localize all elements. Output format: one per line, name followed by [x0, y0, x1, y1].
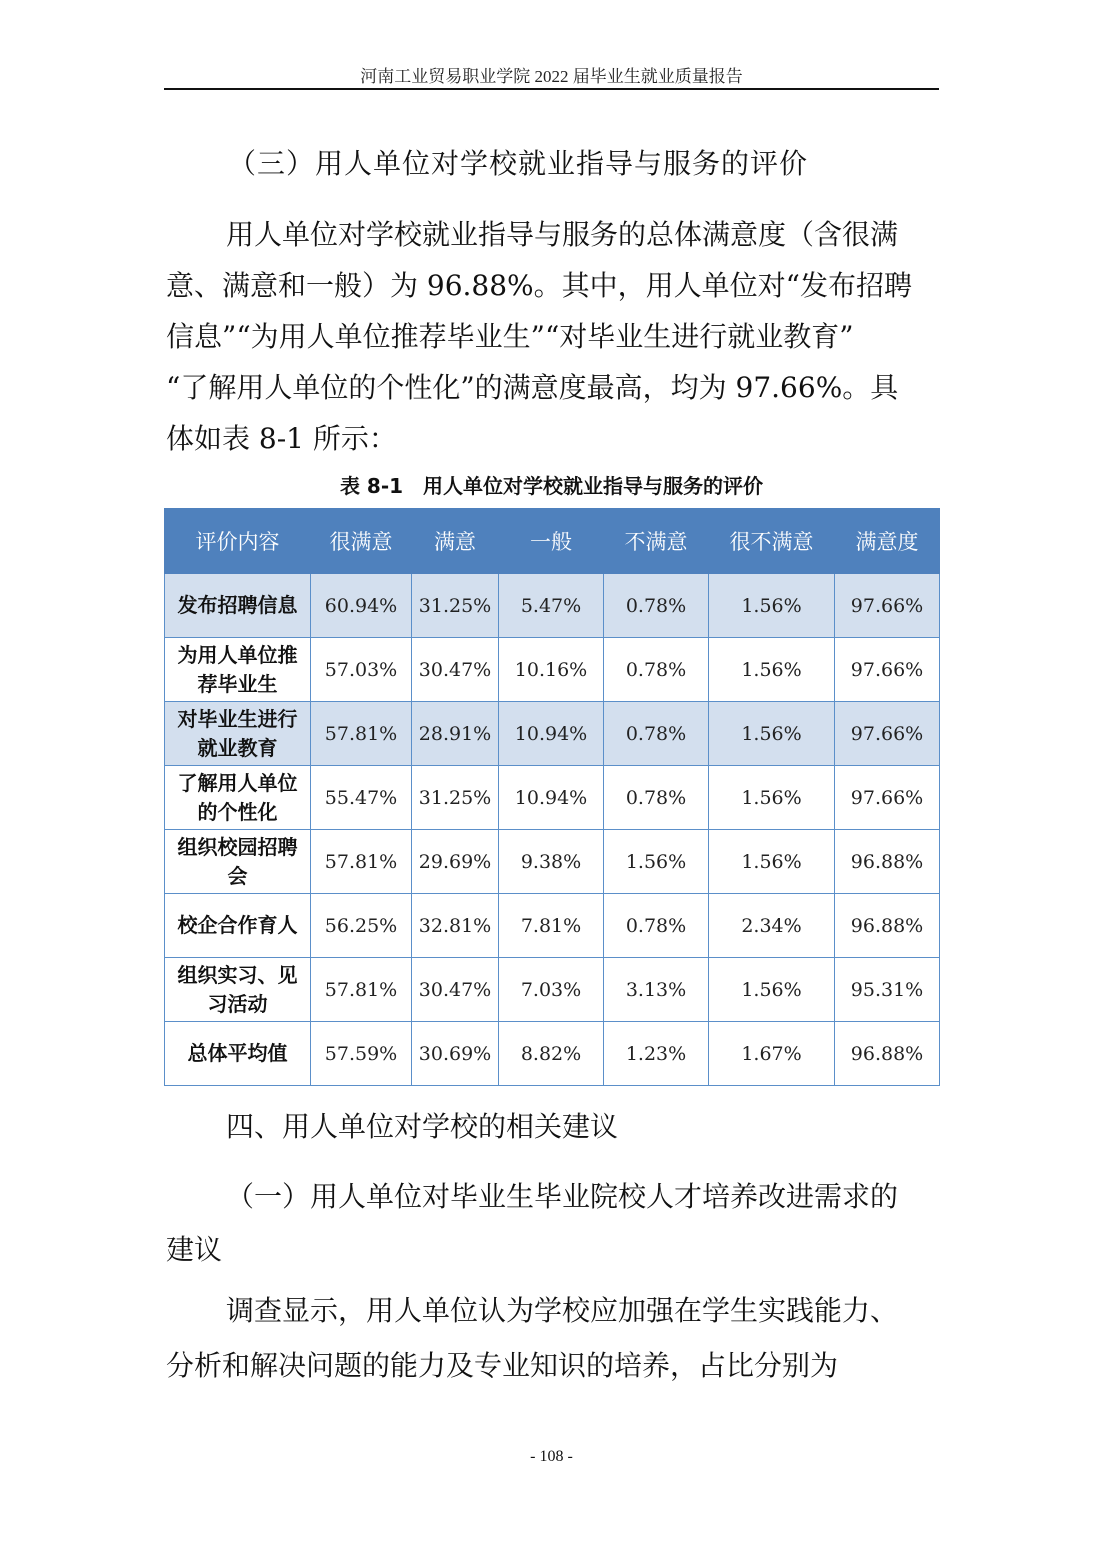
table-cell: 30.47%: [412, 958, 499, 1022]
paragraph-survey: [166, 1285, 938, 1395]
table-cell: 10.16%: [499, 638, 604, 702]
paragraph-line: “了解用人单位的个性化”的满意度最高，均为 97.66%。具: [166, 371, 899, 404]
table-cell: 30.69%: [412, 1022, 499, 1086]
table-header-row: [165, 509, 940, 574]
table-cell: 97.66%: [835, 638, 940, 702]
table-cell: 30.47%: [412, 638, 499, 702]
paragraph-line: 体如表 8-1 所示：: [166, 422, 397, 455]
table-cell: 95.31%: [835, 958, 940, 1022]
table-cell: 3.13%: [604, 958, 709, 1022]
table-cell: 0.78%: [604, 766, 709, 830]
table-cell: 57.81%: [311, 830, 412, 894]
table-cell: 9.38%: [499, 830, 604, 894]
column-header: 不满意: [604, 509, 709, 574]
table-cell: 28.91%: [412, 702, 499, 766]
column-header: 一般: [499, 509, 604, 574]
column-header: 满意度: [835, 509, 940, 574]
subsection-heading-1: [166, 1170, 938, 1276]
table-cell: 1.67%: [709, 1022, 835, 1086]
table-row: [165, 894, 940, 958]
column-header: 很满意: [311, 509, 412, 574]
table-cell: 1.23%: [604, 1022, 709, 1086]
table-cell: 96.88%: [835, 830, 940, 894]
table-cell: 2.34%: [709, 894, 835, 958]
paragraph-line: 分析和解决问题的能力及专业知识的培养，占比分别为: [166, 1349, 839, 1382]
table-cell: 55.47%: [311, 766, 412, 830]
section-heading-3: （三）用人单位对学校就业指导与服务的评价: [228, 147, 809, 180]
row-label: 校企合作育人: [165, 894, 311, 958]
table-cell: 1.56%: [709, 702, 835, 766]
table-row: [165, 574, 940, 638]
table-cell: 1.56%: [709, 574, 835, 638]
row-label: 对毕业生进行就业教育: [165, 702, 311, 766]
section-heading-4: 四、用人单位对学校的相关建议: [226, 1110, 619, 1143]
table-cell: 1.56%: [604, 830, 709, 894]
table-cell: 0.78%: [604, 702, 709, 766]
paragraph-line: 意、满意和一般）为 96.88%。其中，用人单位对“发布招聘: [166, 269, 912, 302]
evaluation-table: [164, 508, 940, 1086]
column-header: 满意: [412, 509, 499, 574]
table-cell: 0.78%: [604, 638, 709, 702]
table-cell: 10.94%: [499, 702, 604, 766]
row-label: 了解用人单位的个性化: [165, 766, 311, 830]
table-row: [165, 958, 940, 1022]
column-header: 很不满意: [709, 509, 835, 574]
table-cell: 1.56%: [709, 830, 835, 894]
header-divider: [164, 88, 939, 90]
table-row: [165, 638, 940, 702]
table-cell: 31.25%: [412, 766, 499, 830]
table-cell: 97.66%: [835, 766, 940, 830]
table-cell: 7.03%: [499, 958, 604, 1022]
column-header: 评价内容: [165, 509, 311, 574]
table-cell: 8.82%: [499, 1022, 604, 1086]
table-cell: 0.78%: [604, 574, 709, 638]
table-cell: 96.88%: [835, 1022, 940, 1086]
table-cell: 60.94%: [311, 574, 412, 638]
table-cell: 57.81%: [311, 958, 412, 1022]
table-cell: 29.69%: [412, 830, 499, 894]
table-cell: 97.66%: [835, 702, 940, 766]
table-row: [165, 702, 940, 766]
table-cell: 5.47%: [499, 574, 604, 638]
table-row: [165, 766, 940, 830]
paragraph-line: 调查显示，用人单位认为学校应加强在学生实践能力、: [226, 1294, 899, 1327]
table-cell: 57.03%: [311, 638, 412, 702]
table-cell: 97.66%: [835, 574, 940, 638]
row-label: 为用人单位推荐毕业生: [165, 638, 311, 702]
heading-line: （一）用人单位对毕业生毕业院校人才培养改进需求的: [226, 1180, 899, 1213]
paragraph-line: 用人单位对学校就业指导与服务的总体满意度（含很满: [226, 218, 899, 251]
row-label: 组织校园招聘会: [165, 830, 311, 894]
table-caption: 表 8-1 用人单位对学校就业指导与服务的评价: [339, 474, 764, 498]
table-row: [165, 830, 940, 894]
table-cell: 1.56%: [709, 766, 835, 830]
row-label: 总体平均值: [165, 1022, 311, 1086]
table-cell: 7.81%: [499, 894, 604, 958]
page-number: - 108 -: [530, 1448, 573, 1465]
table-cell: 57.81%: [311, 702, 412, 766]
table-row-average: [165, 1022, 940, 1086]
running-header: 河南工业贸易职业学院 2022 届毕业生就业质量报告: [360, 67, 743, 86]
table-cell: 0.78%: [604, 894, 709, 958]
paragraph-line: 信息”“为用人单位推荐毕业生”“对毕业生进行就业教育”: [166, 320, 854, 353]
table-cell: 1.56%: [709, 638, 835, 702]
row-label: 发布招聘信息: [165, 574, 311, 638]
row-label: 组织实习、见习活动: [165, 958, 311, 1022]
table-cell: 1.56%: [709, 958, 835, 1022]
table-cell: 10.94%: [499, 766, 604, 830]
table-cell: 57.59%: [311, 1022, 412, 1086]
paragraph-employer-satisfaction: [166, 209, 938, 464]
table-cell: 56.25%: [311, 894, 412, 958]
table-cell: 32.81%: [412, 894, 499, 958]
table-cell: 96.88%: [835, 894, 940, 958]
heading-line: 建议: [166, 1233, 223, 1266]
table-cell: 31.25%: [412, 574, 499, 638]
